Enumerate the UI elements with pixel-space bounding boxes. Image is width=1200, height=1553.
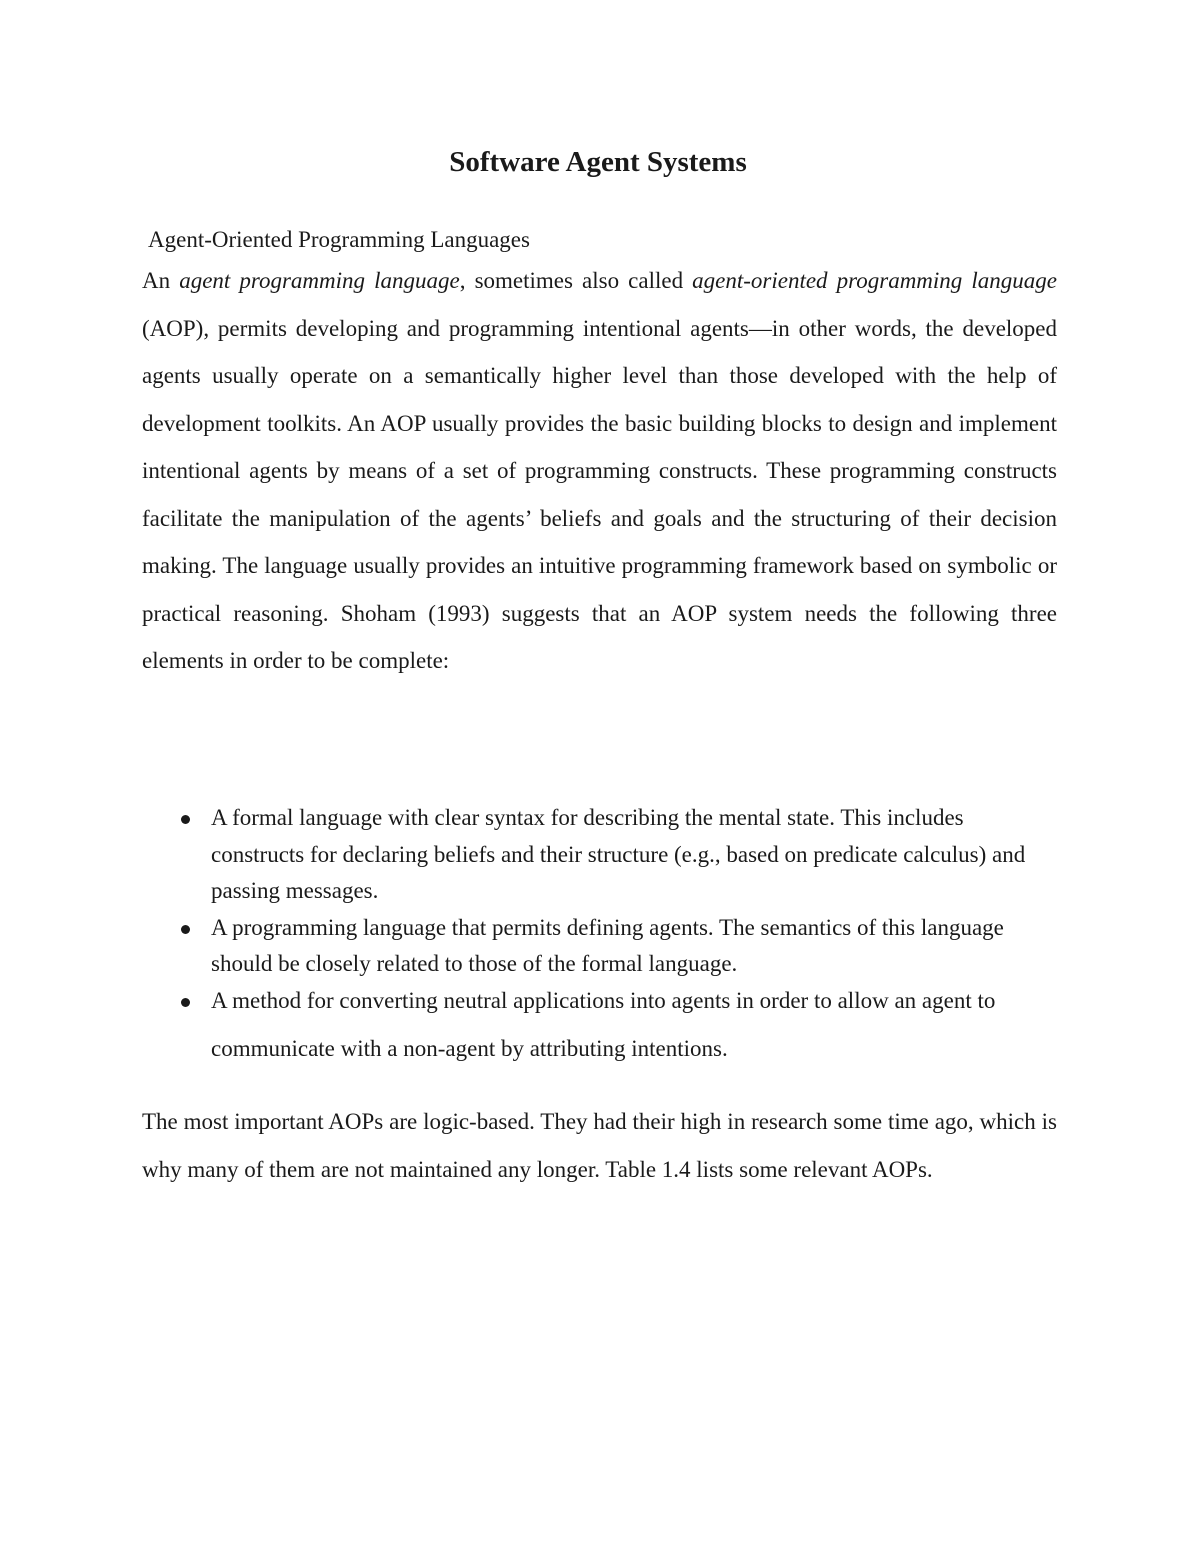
document-title: Software Agent Systems [449, 146, 747, 178]
intro-paragraph [142, 257, 1057, 685]
closing-paragraph: The most important AOPs are logic-based. They had their high in research some time ago, which is why many of them are not maintained any longer. Table 1.4 lists some relevant AOPs. [142, 1109, 1057, 1182]
term-agent-programming-language: agent programming language [179, 268, 460, 293]
intro-lead: An [142, 268, 180, 293]
intro-rest: (AOP), permits developing and programming intentional agents—in other words, the developed agents usually operate on a semantically higher level than those developed with the help of development toolkits. An AOP usually provides the basic building blocks to design and implement intentional agents by means of a set of programming constructs. These programming constructs facilitate the manipulation of the agents’ beliefs and goals and the structuring of their decision making. The language usually provides an intuitive programming framework based on symbolic or practical reasoning. Shoham (1993) suggests that an AOP system needs the following three elements in order to be complete: [142, 315, 1057, 673]
bullet-icon [181, 815, 190, 824]
section-heading: Agent-Oriented Programming Languages [148, 227, 530, 252]
elements-list [142, 800, 1057, 1073]
list-item [142, 800, 1057, 910]
list-item [142, 977, 1057, 1073]
bullet-icon [181, 925, 190, 934]
list-item [142, 910, 1057, 983]
list-item-text: A method for converting neutral applications into agents in order to allow an agent to communicate with a non-agent by attributing intentions. [211, 987, 996, 1061]
list-item-text: A programming language that permits defining agents. The semantics of this language should be closely related to those of the formal language. [211, 914, 1004, 976]
intro-mid: , sometimes also called [459, 268, 693, 293]
bullet-icon [181, 998, 190, 1007]
term-agent-oriented-programming-language: agent-oriented programming language [692, 268, 1057, 293]
list-item-text: A formal language with clear syntax for describing the mental state. This includes constructs for declaring beliefs and their structure (e.g., based on predicate calculus) and passing messages. [211, 805, 1026, 903]
